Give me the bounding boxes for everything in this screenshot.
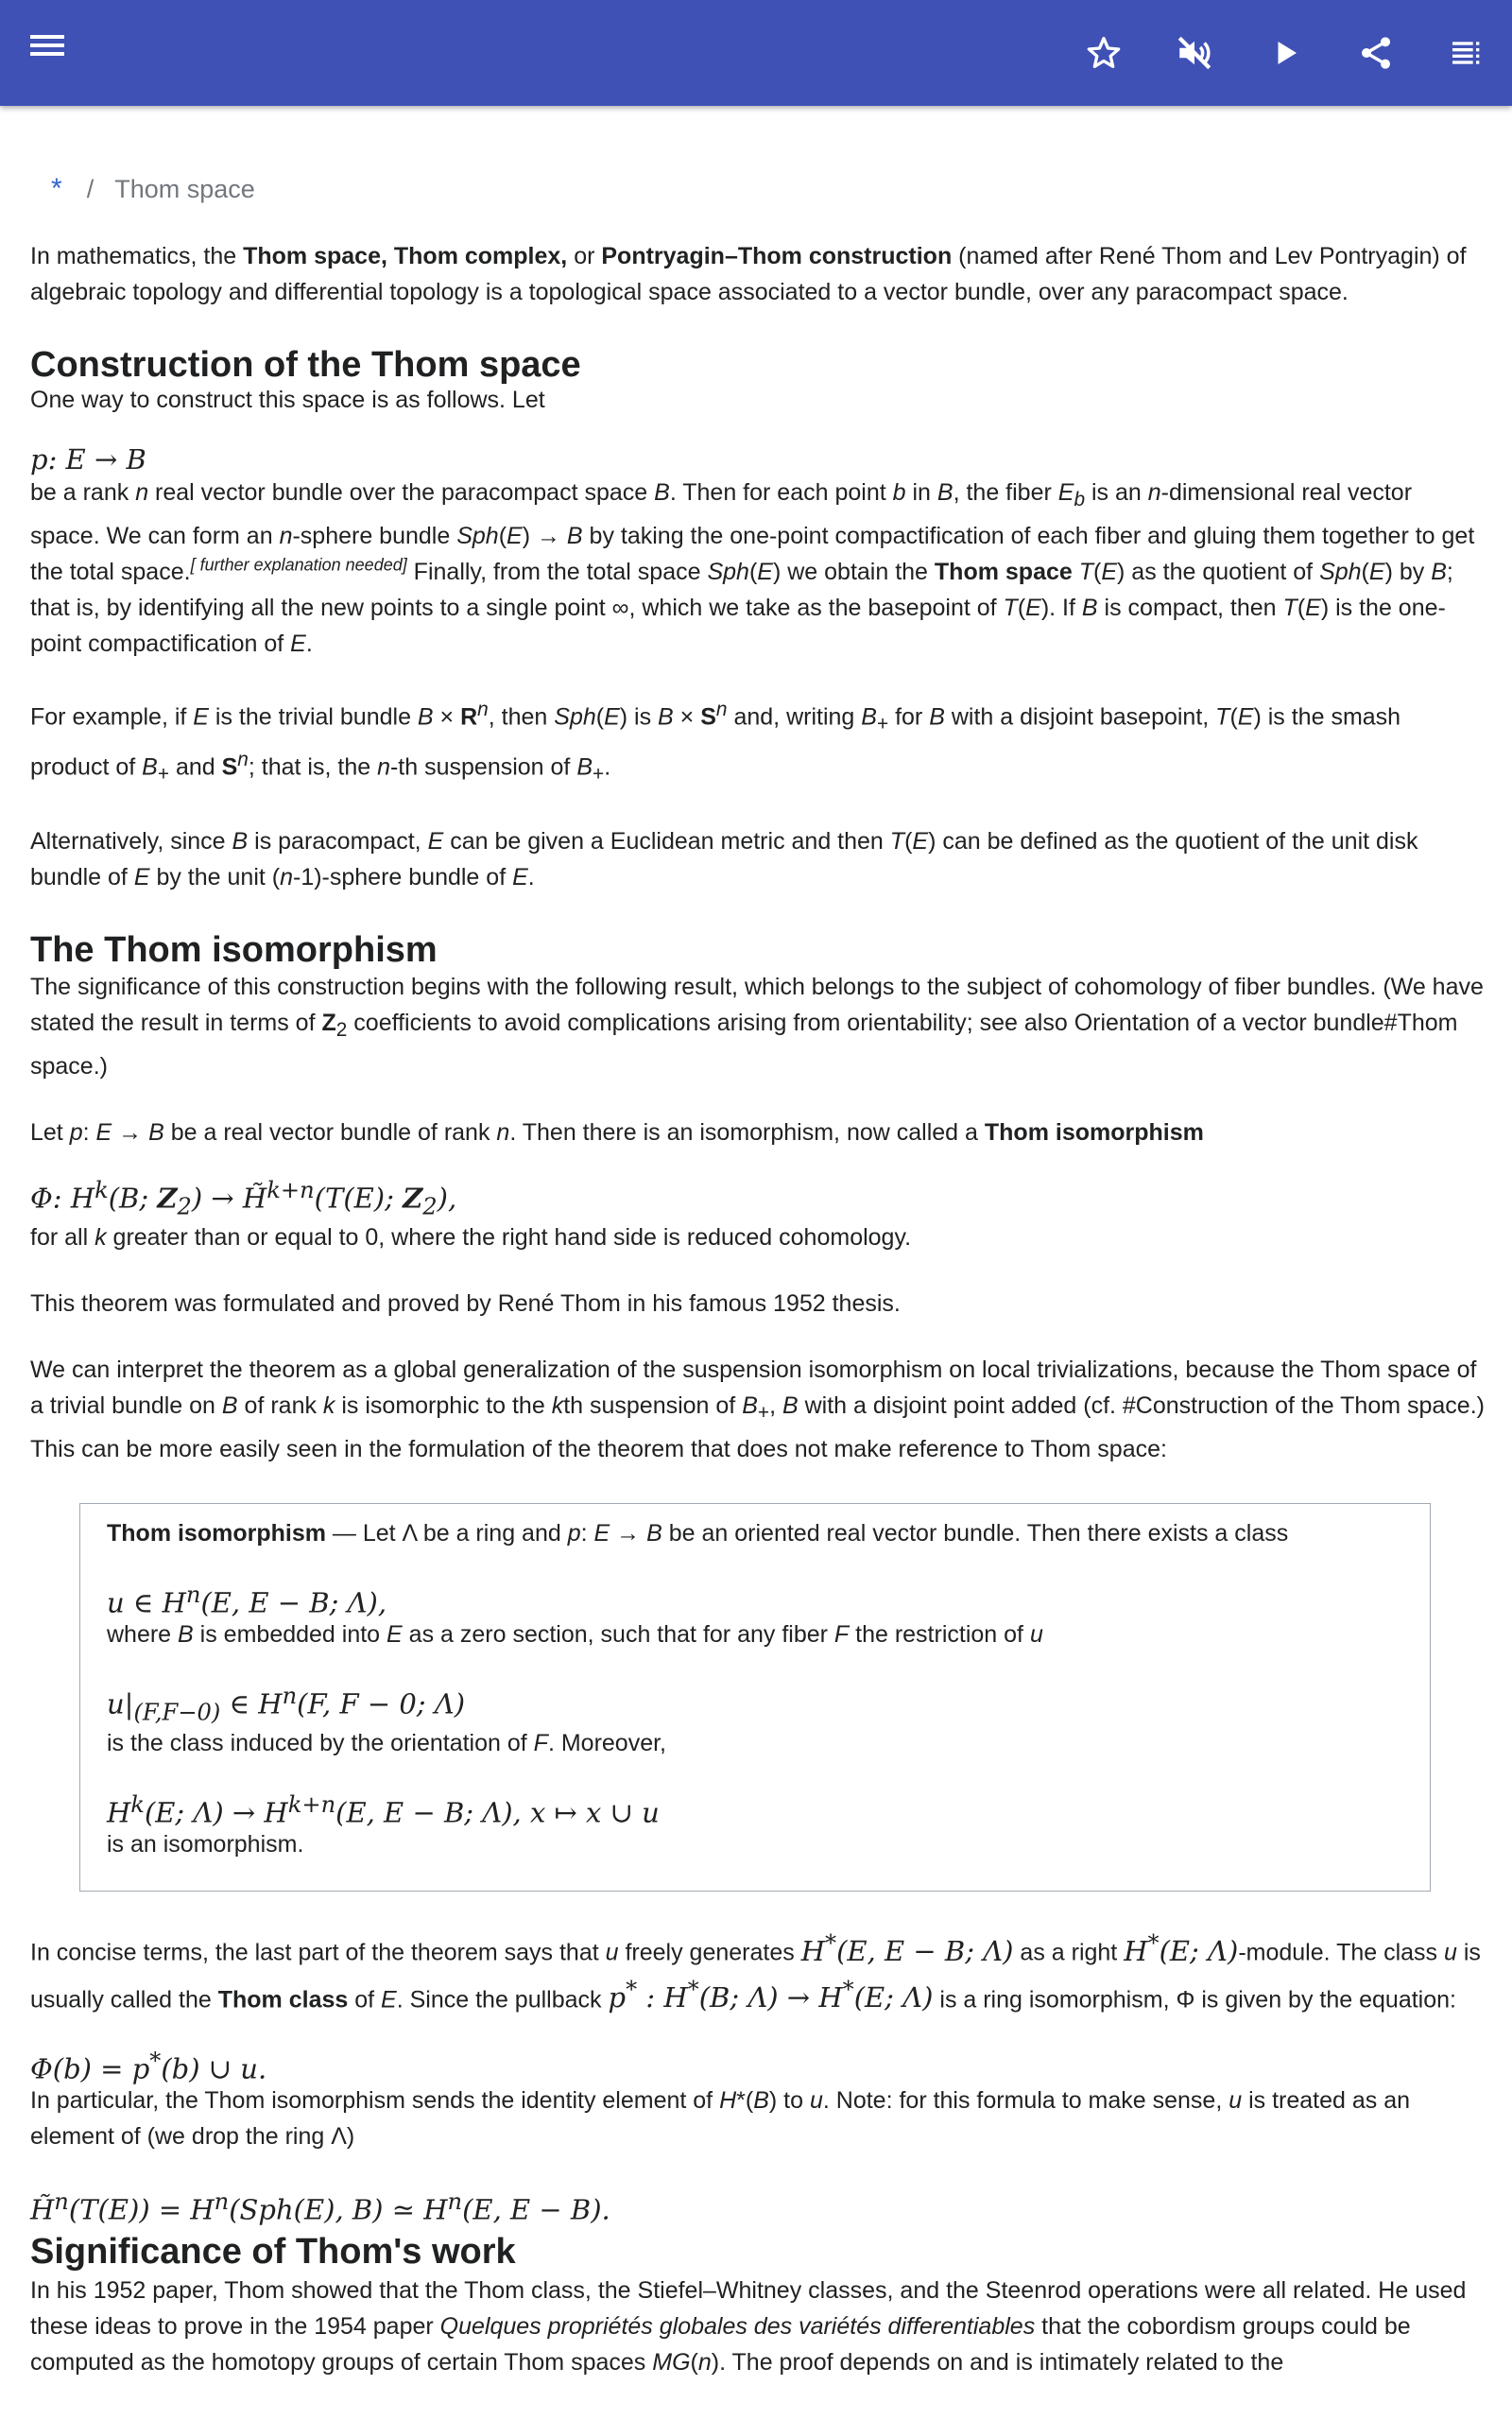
breadcrumb-home-link[interactable]: * <box>51 173 62 204</box>
formula-reduced-cohomology: H̃$^n$(T(E)) = $H^n(Sph(E)$, B) ≃ $H^n(E$, E − B). <box>30 2187 610 2226</box>
formula-phi-of-b: Φ(b) = p*(b) ∪ u. <box>30 2048 267 2085</box>
for-all-k-text: for all k greater than or equal to 0, where the right hand side is reduced cohomology. <box>30 1224 912 1252</box>
table-of-contents-icon[interactable] <box>1421 0 1512 106</box>
star-outline-icon[interactable] <box>1058 0 1149 106</box>
interpretation-paragraph: We can interpret the theorem as a global generalization of the suspension isomorphism on local trivializations, because the Thom space of a trivial bundle on B of rank k is isomorphic to the kth suspension of $B_+$, B with a disjoint point added (cf. #Construction of the Thom space.) This can be more easily seen in the formulation of the theorem that does not make reference to Thom space: <box>30 1357 1485 1463</box>
intro-text: In mathematics, the <box>30 243 244 269</box>
significance-of-thom-paragraph: In his 1952 paper, Thom showed that the Thom class, the Stiefel–Whitney classes, and the Steenrod operations were all related. He used these ideas to prove in the 1954 paper Quelques propriétés globales des variétés differentiables that the cobordism groups could be computed as the homotopy groups of certain Thom spaces MG(n). The proof depends on and is intimately related to the <box>30 2276 1467 2376</box>
example-paragraph: For example, if E is the trivial bundle $B \times R^n$, then Sph(E) is $B \times S^n$ and, writing $B_+$ for B with a disjoint basepoint, T(E) is the smash product of $B_+$ and $S^n$; that is, the n-th suspension of $B_+$. <box>30 699 1401 786</box>
thesis-paragraph: This theorem was formulated and proved by René Thom in his famous 1952 thesis. <box>30 1290 901 1318</box>
volume-off-icon[interactable] <box>1149 0 1240 106</box>
section-lead: One way to construct this space is as follows. Let <box>30 387 545 413</box>
formula-restriction: $u|_{(F,F-0)}$ ∈ $H^n(F$, F − 0; Λ) <box>107 1682 466 1726</box>
section-heading-thom-isomorphism: The Thom isomorphism <box>30 929 438 970</box>
share-icon[interactable] <box>1331 0 1421 106</box>
construction-paragraph: be a rank n real vector bundle over the paracompact space B. Then for each point b in B, the fiber $E_b$ is an n-dimensional real vector space. We can form an n-sphere bundle Sph(E) → B by taking the one-point compactification of each fiber and gluing them together to get the total space.[ further explanation needed] Finally, from the total space Sph(E) we obtain the Thom space T(E) as the quotient of Sph(E) by B; that is, by identifying all the new points to a single point ∞, which we take as the basepoint of T(E). If B is compact, then T(E) is the one-point compactification of E. <box>30 479 1475 657</box>
theorem-box <box>79 1503 1431 1892</box>
intro-bold-term: Pontryagin–Thom construction <box>601 243 953 269</box>
intro-text: (named after René Thom and Lev Pontryagin) of algebraic topology and differential topology is a topological space associated to a vector bundle, over any paracompact space. <box>30 243 1467 305</box>
formula-thom-isomorphism: Φ: $H^k(B$; $Z_2$) → H̃$^{k+n}$(T(E); $Z_2$), <box>30 1176 457 1220</box>
intro-text: or <box>567 243 602 269</box>
breadcrumb-current: Thom space <box>114 174 255 203</box>
formula-thom-class: u ∈ $H^n(E$, E − B; Λ), <box>107 1582 387 1619</box>
significance-paragraph: The significance of this construction begins with the following result, which belongs to the subject of cohomology of fiber bundles. (We have stated the result in terms of $Z_2$ coefficients to avoid complications arising from orientability; see also Orientation of a vector bundle#Thom space.) <box>30 973 1484 1080</box>
formula-cup-product-map: $H^k(E$; $\Lambda) \to H^{k+n}(E$, E − B; Λ), x ↦ x ∪ u <box>107 1791 660 1829</box>
article-content <box>30 106 1486 2380</box>
let-paragraph: Let p: E → B be a real vector bundle of rank n. Then there is an isomorphism, now called a Thom isomorphism <box>30 1118 1204 1146</box>
concise-terms-paragraph: In concise terms, the last part of the theorem says that u freely generates H*(E, E − B; Λ) as a right H*(E; Λ)-module. The class u is usually called the Thom class of E. Since the pullback p* : H*(B; Λ) → H*(E; Λ) is a ring isomorphism, Φ is given by the equation: <box>30 1928 1481 2014</box>
section-heading-construction: Construction of the Thom space <box>30 345 581 385</box>
breadcrumb <box>30 172 1486 206</box>
hamburger-menu-icon[interactable] <box>28 30 77 76</box>
intro-paragraph <box>30 238 1486 310</box>
theorem-statement: Thom isomorphism — Let Λ be a ring and p: E → B be an oriented real vector bundle. Then there exists a class <box>107 1520 1289 1547</box>
breadcrumb-separator: / <box>86 174 94 203</box>
intro-bold-term: Thom space, Thom complex, <box>243 243 568 269</box>
formula-bundle-projection: p: E → B <box>30 443 146 475</box>
app-bar <box>0 0 1512 106</box>
alternative-paragraph: Alternatively, since B is paracompact, E can be given a Euclidean metric and then T(E) can be defined as the quotient of the unit disk bundle of E by the unit (n-1)-sphere bundle of E. <box>30 827 1418 890</box>
citation-needed-note[interactable]: [ further explanation needed] <box>190 555 407 575</box>
theorem-zero-section-text: where B is embedded into E as a zero section, such that for any fiber F the restriction of u <box>107 1620 1043 1648</box>
section-heading-significance: Significance of Thom's work <box>30 2231 516 2272</box>
theorem-isomorphism-text: is an isomorphism. <box>107 1830 304 1858</box>
identity-element-paragraph: In particular, the Thom isomorphism sends the identity element of H*(B) to u. Note: for this formula to make sense, u is treated as an element of (we drop the ring Λ) <box>30 2086 1411 2150</box>
play-icon[interactable] <box>1240 0 1331 106</box>
theorem-orientation-text: is the class induced by the orientation of F. Moreover, <box>107 1730 667 1757</box>
app-bar-actions <box>1058 0 1512 106</box>
